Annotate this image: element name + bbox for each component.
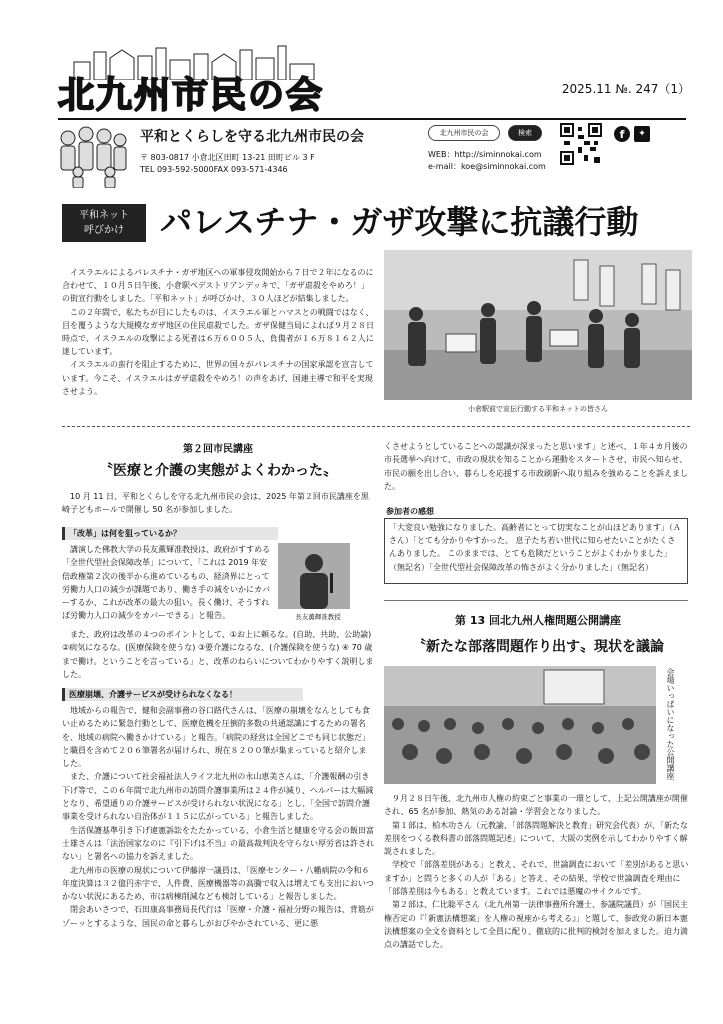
speaker-photo bbox=[278, 543, 350, 609]
body-paragraph: 第２部は、仁比聡平さん（北九州第一法律事務所弁護士、参議院議員）が「国民主権否定の『「新憲法構想案」を人権の視座から考える』」と題して、参政党の新日本憲法構想案の全文を資料として全員に配り、徹底的に批判的検討を加えました。迫力満点の講話でした。 bbox=[384, 900, 688, 950]
body-paragraph: 第１部は、柏木功さん（元教諭、「部落問題解決と教育」研究会代表）が、「新たな差別をつくる教科書の部落問題記述」について、大阪の実例を示してわかりやすく解説されました。 bbox=[384, 820, 688, 857]
question-heading: 医療崩壊、介護サービスが受けられなくなる！ bbox=[62, 688, 303, 701]
article-lead bbox=[62, 266, 374, 398]
lead-paragraph: この２年間で、私たちが目にしたものは、イスラエル軍とハマスとの戦闘ではなく、目を覆うような大規模なガザ地区の住民虐殺でした。ガザ保健当局によれば９月２８日時点で、イスラエルの攻撃による死者は６万６００５人、負傷者が１６万８１６２人に達しています。 bbox=[62, 307, 374, 357]
continuation-paragraph: くさせようとしていることへの認識が深まったと思います」と述べ、１年４カ月後の市長選挙へ向けて、市政の現状を知ることから運動をスタートさせ、市民へ知らせ、市民の願を出し合い、暮らしを応援する市政刷新へ取り組みを強めることを訴えました。 bbox=[384, 442, 688, 491]
postal-address: 〒 803-0817 小倉北区田町 13-21 田町ビル 3 F bbox=[140, 153, 315, 162]
facebook-icon[interactable]: f bbox=[614, 126, 630, 142]
body-paragraph: 学校で「部落差別がある」と教え、それで、世論調査において「差別があると思いますか」と問うと多くの人が「ある」と答え、その結果、学校で世論調査を理由に「部落差別は今もある」と教えています。これでは悪魔のサイクルです。 bbox=[384, 860, 689, 897]
body-paragraph: 北九州市の医療の現状について伊藤淳一議員は、「医療センター・八幡病院の令和６年度決算は３２億円赤字で、人件費、医療機器等の高騰で収入は増えても支出においつかない状況にあるため、市は病棟削減なども検討している」と報告しました。 bbox=[62, 865, 374, 902]
organization-name: 平和とくらしを守る北九州市民の会 bbox=[140, 129, 364, 145]
lecture-body bbox=[62, 543, 272, 623]
lecture-intro bbox=[62, 490, 374, 517]
search-button[interactable]: 検索 bbox=[508, 125, 542, 141]
twitter-icon[interactable]: ✦ bbox=[634, 126, 650, 142]
lecture-hall-photo bbox=[384, 666, 656, 784]
lecture-body bbox=[62, 628, 374, 681]
kicker-line-1: 平和ネット bbox=[79, 210, 129, 221]
photo-caption: 小倉駅前で宣伝行動する平和ネットの皆さん bbox=[468, 405, 608, 413]
section-divider bbox=[62, 426, 690, 427]
issue-number: 2025.11 №. 247（1） bbox=[561, 82, 690, 96]
body-paragraph: 閉会あいさつで、石田康高事務局長代行は「医療・介護・福祉分野の報告は、背筋がゾーッとするような、国民の命と暮らしがおびやかされている、更に悪 bbox=[62, 905, 374, 928]
human-rights-title: 〝新たな部落問題作り出す〟現状を議論 bbox=[412, 639, 664, 655]
lecture-title: 〝医療と介護の実態がよくわかった〟 bbox=[99, 463, 337, 479]
website-url[interactable]: WEB：http://siminnokai.com bbox=[428, 150, 542, 159]
phone-fax: TEL 093-592-5000FAX 093-571-4346 bbox=[140, 165, 288, 174]
masthead-rule bbox=[58, 118, 686, 120]
opinion-box: 「大変良い勉強になりました。高齢者にとって切実なことが山ほどあります」（Ａさん）「とても分かりやすかった。 息子たち若い世代に知らせたいことがたくさんありました。 このままでは、とても危険だということがよくわかりました」（無記名）「全世代型社会保障改革の怖さがよく分かりました」（無記名） bbox=[384, 518, 688, 584]
kicker-line-2: 呼びかけ bbox=[84, 225, 124, 236]
section-divider bbox=[384, 600, 688, 601]
family-illustration bbox=[58, 124, 130, 188]
search-box[interactable]: 北九州市民の会 bbox=[428, 125, 500, 141]
intro-paragraph: 10 月 11 日、平和とくらしを守る北九州市民の会は、2025 年第２回市民講座を黒崎子どもホールで開催し 50 名が参加しました。 bbox=[62, 492, 369, 515]
photo-vertical-caption: 会場いっぱいになった公開講座 bbox=[666, 668, 675, 780]
body-paragraph: また、政府は改革の４つのポイントとして、①お上に頼るな。(自助、共助、公助論) ②病気になるな。(医療保険を使うな) ③要介護になるな、(介護保険を使うな) ④ 70 歳まで働け。ということを言っている」と、改革のねらいについてわかりやすく説明しました。 bbox=[62, 630, 374, 679]
email-address[interactable]: e-mail：koe@siminnokai.com bbox=[428, 162, 546, 171]
lecture-subtitle: 第２回市民講座 bbox=[183, 444, 253, 455]
lecture-body bbox=[62, 704, 374, 930]
protest-photo bbox=[384, 250, 692, 400]
speaker-caption: 長友薫輝准教授 bbox=[295, 613, 341, 621]
opinion-label: 参加者の感想 bbox=[386, 507, 434, 516]
question-heading: 「改革」は何を狙っているか？ bbox=[62, 527, 278, 540]
human-rights-body bbox=[384, 792, 692, 952]
qr-code-icon[interactable] bbox=[560, 123, 602, 165]
lead-paragraph: イスラエルによるパレスチナ・ガザ地区への軍事侵攻開始から７日で２年になるのに合わせて、１０月５日午後、小倉駅ペデストリアンデッキで、「ガザ虐殺をやめろ！」の街宣行動をしました。「平和ネット」が呼びかけ、３０人ほどが結集しました。 bbox=[62, 268, 374, 304]
body-paragraph: また、介護について社会福祉法人ライフ北九州の永山恵美さんは、「介護報酬の引き下げ等で、この６年間で北九州市の訪問介護事業所は２４件が減り、ヘルパーは大幅減となり、希望通りの介護サービスが受けられない状況になる」とし、「全国で訪問介護事業を受けられない自治体が１１５に広がっている」と報告しました。 bbox=[62, 772, 374, 822]
body-paragraph: ９月２８日午後、北九州市人権の約束ごと事業の一環として、上記公開講座が開催され、65 名が参加、熱気のある討論・学習会となりました。 bbox=[384, 794, 688, 817]
human-rights-subtitle: 第 13 回北九州人権問題公開講座 bbox=[455, 614, 621, 627]
main-headline: パレスチナ・ガザ攻撃に抗議行動 bbox=[160, 203, 639, 241]
body-paragraph: 生活保護基準引き下げ違憲訴訟をたたかっている、小倉生活と健康を守る会の飯田富士雄さんは「法治国家なのに『引下げは不当』の最高裁判決を守らない厚労省は許されない」と署名への協力を訴えました。 bbox=[62, 825, 374, 862]
newsletter-title: 北九州市民の会 bbox=[58, 75, 325, 116]
lead-paragraph: イスラエルの蛮行を阻止するために、世界の国々がパレスチナの国家承認を宣言しています。今こそ、イスラエルはガザ虐殺をやめろ！の声をあげ、国連主導で和平を実現させよう。 bbox=[62, 360, 374, 396]
article-kicker bbox=[62, 204, 146, 242]
lecture-continuation bbox=[384, 440, 692, 493]
body-paragraph: 講演した佛教大学の長友薫輝准教授は、政府がすすめる「全世代型社会保障改革」について、「これは 2019 年安倍政権第２次の後半から進めているもの、経済界にとって労働力人口の減少が課題であり、働き手の減をいかにカバーするか、これが改革の最大の狙い。長く働け、そうすれば労働力人口の減少をカバーできる」と報告。 bbox=[62, 545, 271, 621]
body-paragraph: 地域からの報告で、健和会副事務の谷口路代さんは、「医療の崩壊をなんとしても食い止めるために緊急行動として、医療危機を圧倒的多数の共通認識にするための署名を、地域の病院へ働きかけている」と報告。「病院の経営は全国どこでも同じ状態だ」と職員を含めて２０６筆署名が届けられ、現在８２００筆が集まっていると紹介しました。 bbox=[62, 706, 370, 769]
